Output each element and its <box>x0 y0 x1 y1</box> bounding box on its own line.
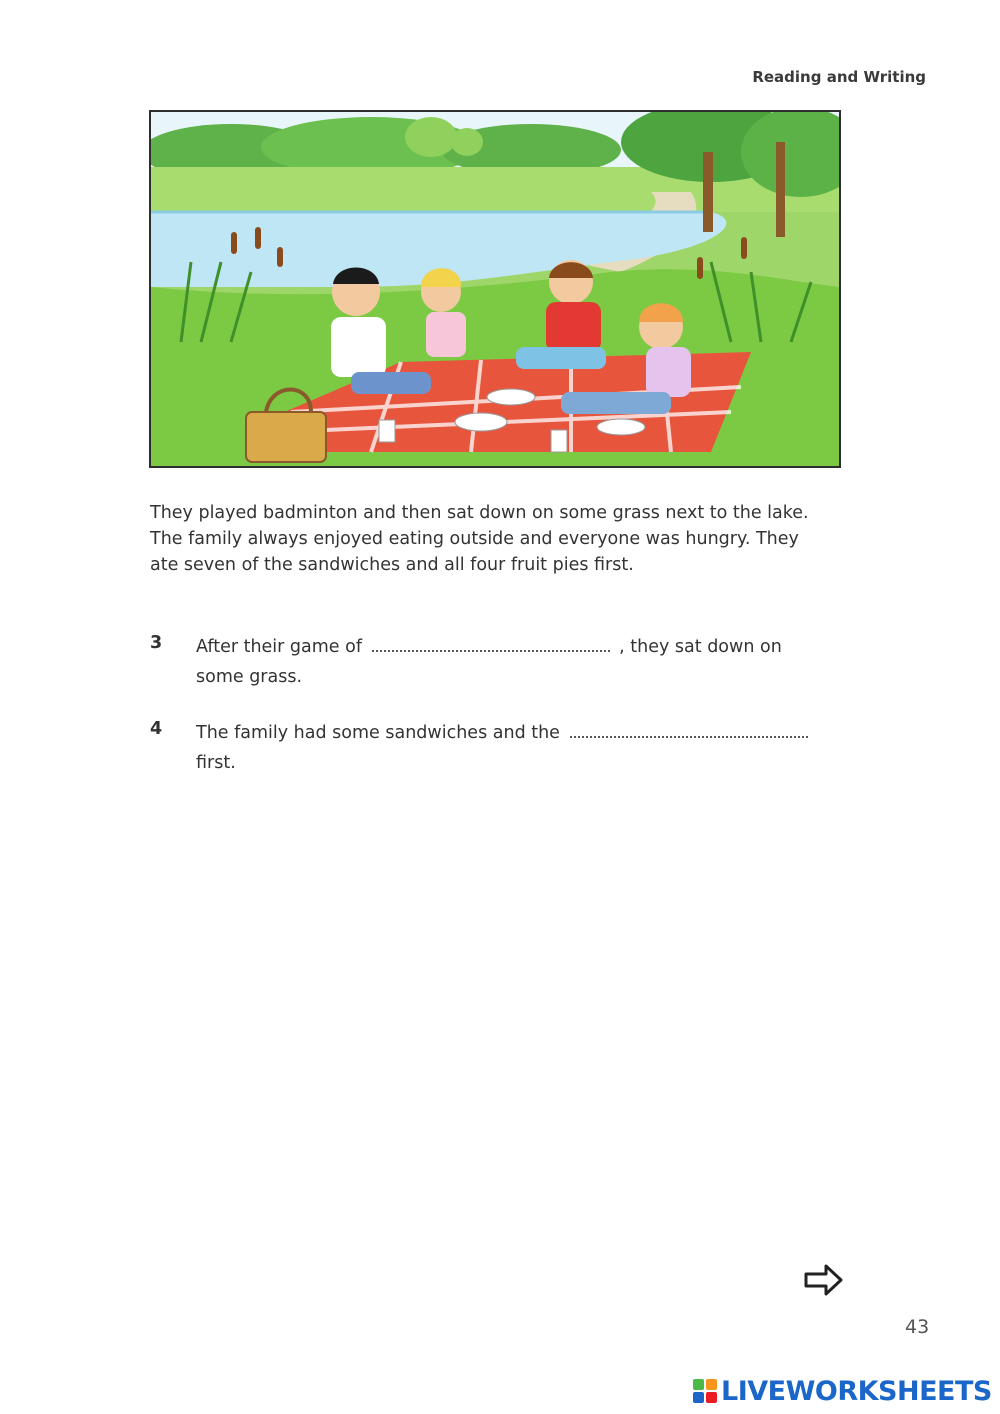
section-title: Reading and Writing <box>752 68 926 86</box>
answer-field-3[interactable] <box>372 628 610 652</box>
answer-field-4[interactable] <box>570 714 808 738</box>
question-line2: first. <box>196 753 236 773</box>
picnic-scene-illustration <box>151 112 839 466</box>
passage-line: The family always enjoyed eating outside and everyone was hungry. They <box>150 529 799 549</box>
passage-line: ate seven of the sandwiches and all four fruit pies first. <box>150 555 634 575</box>
question-text <box>196 628 836 692</box>
question-number: 3 <box>150 633 163 653</box>
question-prompt: After their game of <box>196 637 363 657</box>
passage-line: They played badminton and then sat down on some grass next to the lake. <box>150 503 809 523</box>
question-number: 4 <box>150 719 163 739</box>
liveworksheets-branding <box>693 1374 992 1408</box>
picnic-illustration <box>149 110 841 468</box>
page-number: 43 <box>905 1316 930 1338</box>
question-text <box>196 714 836 778</box>
question-line2: some grass. <box>196 667 303 687</box>
brand-name: LIVEWORKSHEETS <box>721 1375 992 1407</box>
question-prompt: The family had some sandwiches and the <box>196 723 560 743</box>
liveworksheets-logo-icon <box>693 1379 717 1403</box>
question-prompt-cont: , they sat down on <box>619 637 782 657</box>
arrow-right-icon[interactable] <box>804 1263 844 1297</box>
reading-passage <box>150 500 850 578</box>
